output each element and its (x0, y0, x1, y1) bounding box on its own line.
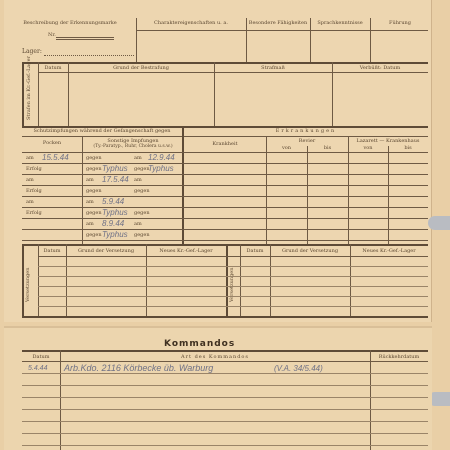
strafen-datum-label: Datum (44, 65, 62, 71)
kdo-row-line (22, 409, 428, 410)
impf-row-right-label: gegen (86, 232, 102, 238)
impf-row-left-label: am (26, 177, 34, 183)
kdo-col-line (60, 350, 61, 450)
impf-row-right-value: Typhus (102, 230, 128, 239)
vers-datum-label-2: Datum (246, 248, 264, 254)
erk-lazarett-label: Lazarett — Krankenhaus (356, 138, 420, 144)
strafen-verbuesst-label: Verbüßt: Datum (359, 65, 401, 71)
impf-row-right-label: am (86, 199, 94, 205)
impf-row-right2-label: gegen (134, 232, 150, 238)
impf-row-right2-label: gegen (134, 166, 150, 172)
vers-row-line (38, 276, 428, 277)
erk-col-line (266, 136, 267, 244)
impf-row-right-label: gegen (86, 210, 102, 216)
impf-row-right2-label: gegen (134, 188, 150, 194)
impf-row-left-label: am (26, 199, 34, 205)
impf-row-right-value: Typhus (102, 208, 128, 217)
strafen-top-border (22, 62, 428, 64)
impf-row-right-label: gegen (86, 155, 102, 161)
vers-neues-label-2: Neues Kr.-Gef.-Lager (362, 248, 416, 254)
impf-header-bottom (22, 152, 428, 153)
impf-row-right-label: gegen (86, 188, 102, 194)
header-sprachen-label: Sprachkenntnisse (317, 20, 363, 26)
record-card-front (4, 0, 432, 322)
impf-row-line (22, 185, 428, 186)
strafen-grund-label: Grund der Bestrafung (113, 65, 169, 71)
vers-neues-label: Neues Kr.-Gef.-Lager (159, 248, 213, 254)
impf-row-right-value: 5.9.44 (102, 197, 125, 206)
impf-row-left-label: am (26, 155, 34, 161)
erk-lazarett-von: von (363, 145, 373, 151)
kdo-row-line (22, 433, 428, 434)
card-notch (428, 216, 450, 230)
impf-row-left-value: 15.5.44 (42, 153, 69, 162)
vers-bottom-border (22, 316, 428, 318)
vers-top-border (22, 244, 428, 246)
impf-row-right-value: 17.5.44 (102, 175, 129, 184)
header-col-line (310, 18, 311, 62)
kdo-row-line (22, 445, 428, 446)
vers-side-label-2: Versetzungen (229, 267, 235, 302)
kdo-entry-text: Arb.Kdo. 2116 Körbecke üb. Warburg (64, 363, 214, 373)
kdo-entry-note: (V.A. 34/5.44) (274, 364, 323, 373)
vers-row-line (38, 286, 428, 287)
impf-row-line (22, 229, 428, 230)
kdo-entry-date: 5.4.44 (28, 365, 48, 372)
header-faehigkeiten-label: Besondere Fähigkeiten (248, 20, 308, 26)
impf-row-left-label: Erfolg (26, 210, 42, 216)
erk-col-line (348, 136, 349, 244)
header-erkennungsmarke-label: Beschreibung der Erkennungsmarke (23, 20, 117, 26)
impf-sonstige-label: Sonstige Impfungen (107, 138, 159, 144)
impf-row-right-label: gegen (86, 166, 102, 172)
vers-grund-label: Grund der Versetzung (77, 248, 135, 254)
lager-line (44, 55, 134, 56)
kdo-datum-label: Datum (32, 354, 50, 360)
impf-row-right-value: Typhus (102, 164, 128, 173)
header-fuehrung-label: Führung (389, 20, 411, 26)
erk-lazarett-bis: bis (404, 145, 412, 151)
kdo-header-line (22, 361, 428, 362)
kdo-art-label: Art des Kommandos (181, 354, 249, 360)
impf-row-right2-label: gegen (134, 210, 150, 216)
strafen-header-line (38, 72, 428, 73)
impf-row-line (22, 218, 428, 219)
vers-left-border (22, 244, 24, 316)
impf-row-right2-value: 12.9.44 (148, 153, 175, 162)
kdo-row-line (22, 385, 428, 386)
header-charakter-label: Charaktereigenschaften u. a. (154, 20, 228, 26)
erk-revier-von: von (281, 145, 292, 151)
erk-revier-label: Revier (298, 138, 316, 144)
impf-row-right2-label: am (134, 177, 142, 183)
erk-revier-bis: bis (323, 145, 332, 151)
vers-datum-label: Datum (43, 248, 61, 254)
strafen-side-label: Strafen im Kr.-Gef.-Lager (26, 56, 32, 120)
impf-row-left-label: Erfolg (26, 166, 42, 172)
vers-row-line (38, 306, 428, 307)
impf-sonstige-sub-label: (Ty.-Paratyp., Ruhr, Cholera u.s.w.) (93, 144, 173, 149)
nr-label: Nr. (48, 32, 56, 38)
impf-row-line (22, 196, 428, 197)
impf-row-right2-label: am (134, 221, 142, 227)
header-col-line (136, 18, 137, 62)
kdo-rueck-label: Rückkehrdatum (378, 354, 420, 360)
header-col-line (246, 18, 247, 62)
strafen-left-border (22, 62, 24, 126)
header-col-line (370, 18, 371, 62)
vers-grund-label-2: Grund der Versetzung (281, 248, 339, 254)
nr-line (56, 39, 114, 40)
vers-row-line (38, 266, 428, 267)
kdo-top-border (22, 350, 428, 352)
impf-row-right2-label: am (134, 155, 142, 161)
vers-side-label: Versetzungen (25, 267, 31, 302)
erk-krankheit-label: Krankheit (212, 141, 238, 147)
impf-row-right-value: 8.9.44 (102, 219, 125, 228)
impf-row-right-label: am (86, 177, 94, 183)
strafen-strafmass-label: Strafmaß (261, 65, 285, 71)
nr-line (56, 37, 114, 38)
kdo-row-line (22, 373, 428, 374)
impf-row-line (22, 174, 428, 175)
impf-row-line (22, 207, 428, 208)
erkrankungen-section-title: Erkrankungen (275, 128, 337, 134)
impf-row-line (22, 240, 428, 241)
impf-row-line (22, 163, 428, 164)
kdo-row-line (22, 421, 428, 422)
impf-row-right-label: am (86, 221, 94, 227)
kdo-row-line (22, 397, 428, 398)
vers-row-line (38, 296, 428, 297)
impf-pocken-label: Pocken (42, 140, 62, 146)
impf-row-right2-value: Typhus (148, 164, 174, 173)
vers-header-line (38, 256, 428, 257)
kdo-col-line (370, 350, 371, 450)
lager-label: Lager: (22, 48, 42, 55)
impf-section-title: Schutzimpfungen während der Gefangenschaft gegen (33, 128, 171, 134)
kommandos-title: Kommandos (164, 339, 236, 349)
header-divider (136, 30, 428, 31)
kommandos-card (4, 326, 432, 450)
impf-row-left-label: Erfolg (26, 188, 42, 194)
